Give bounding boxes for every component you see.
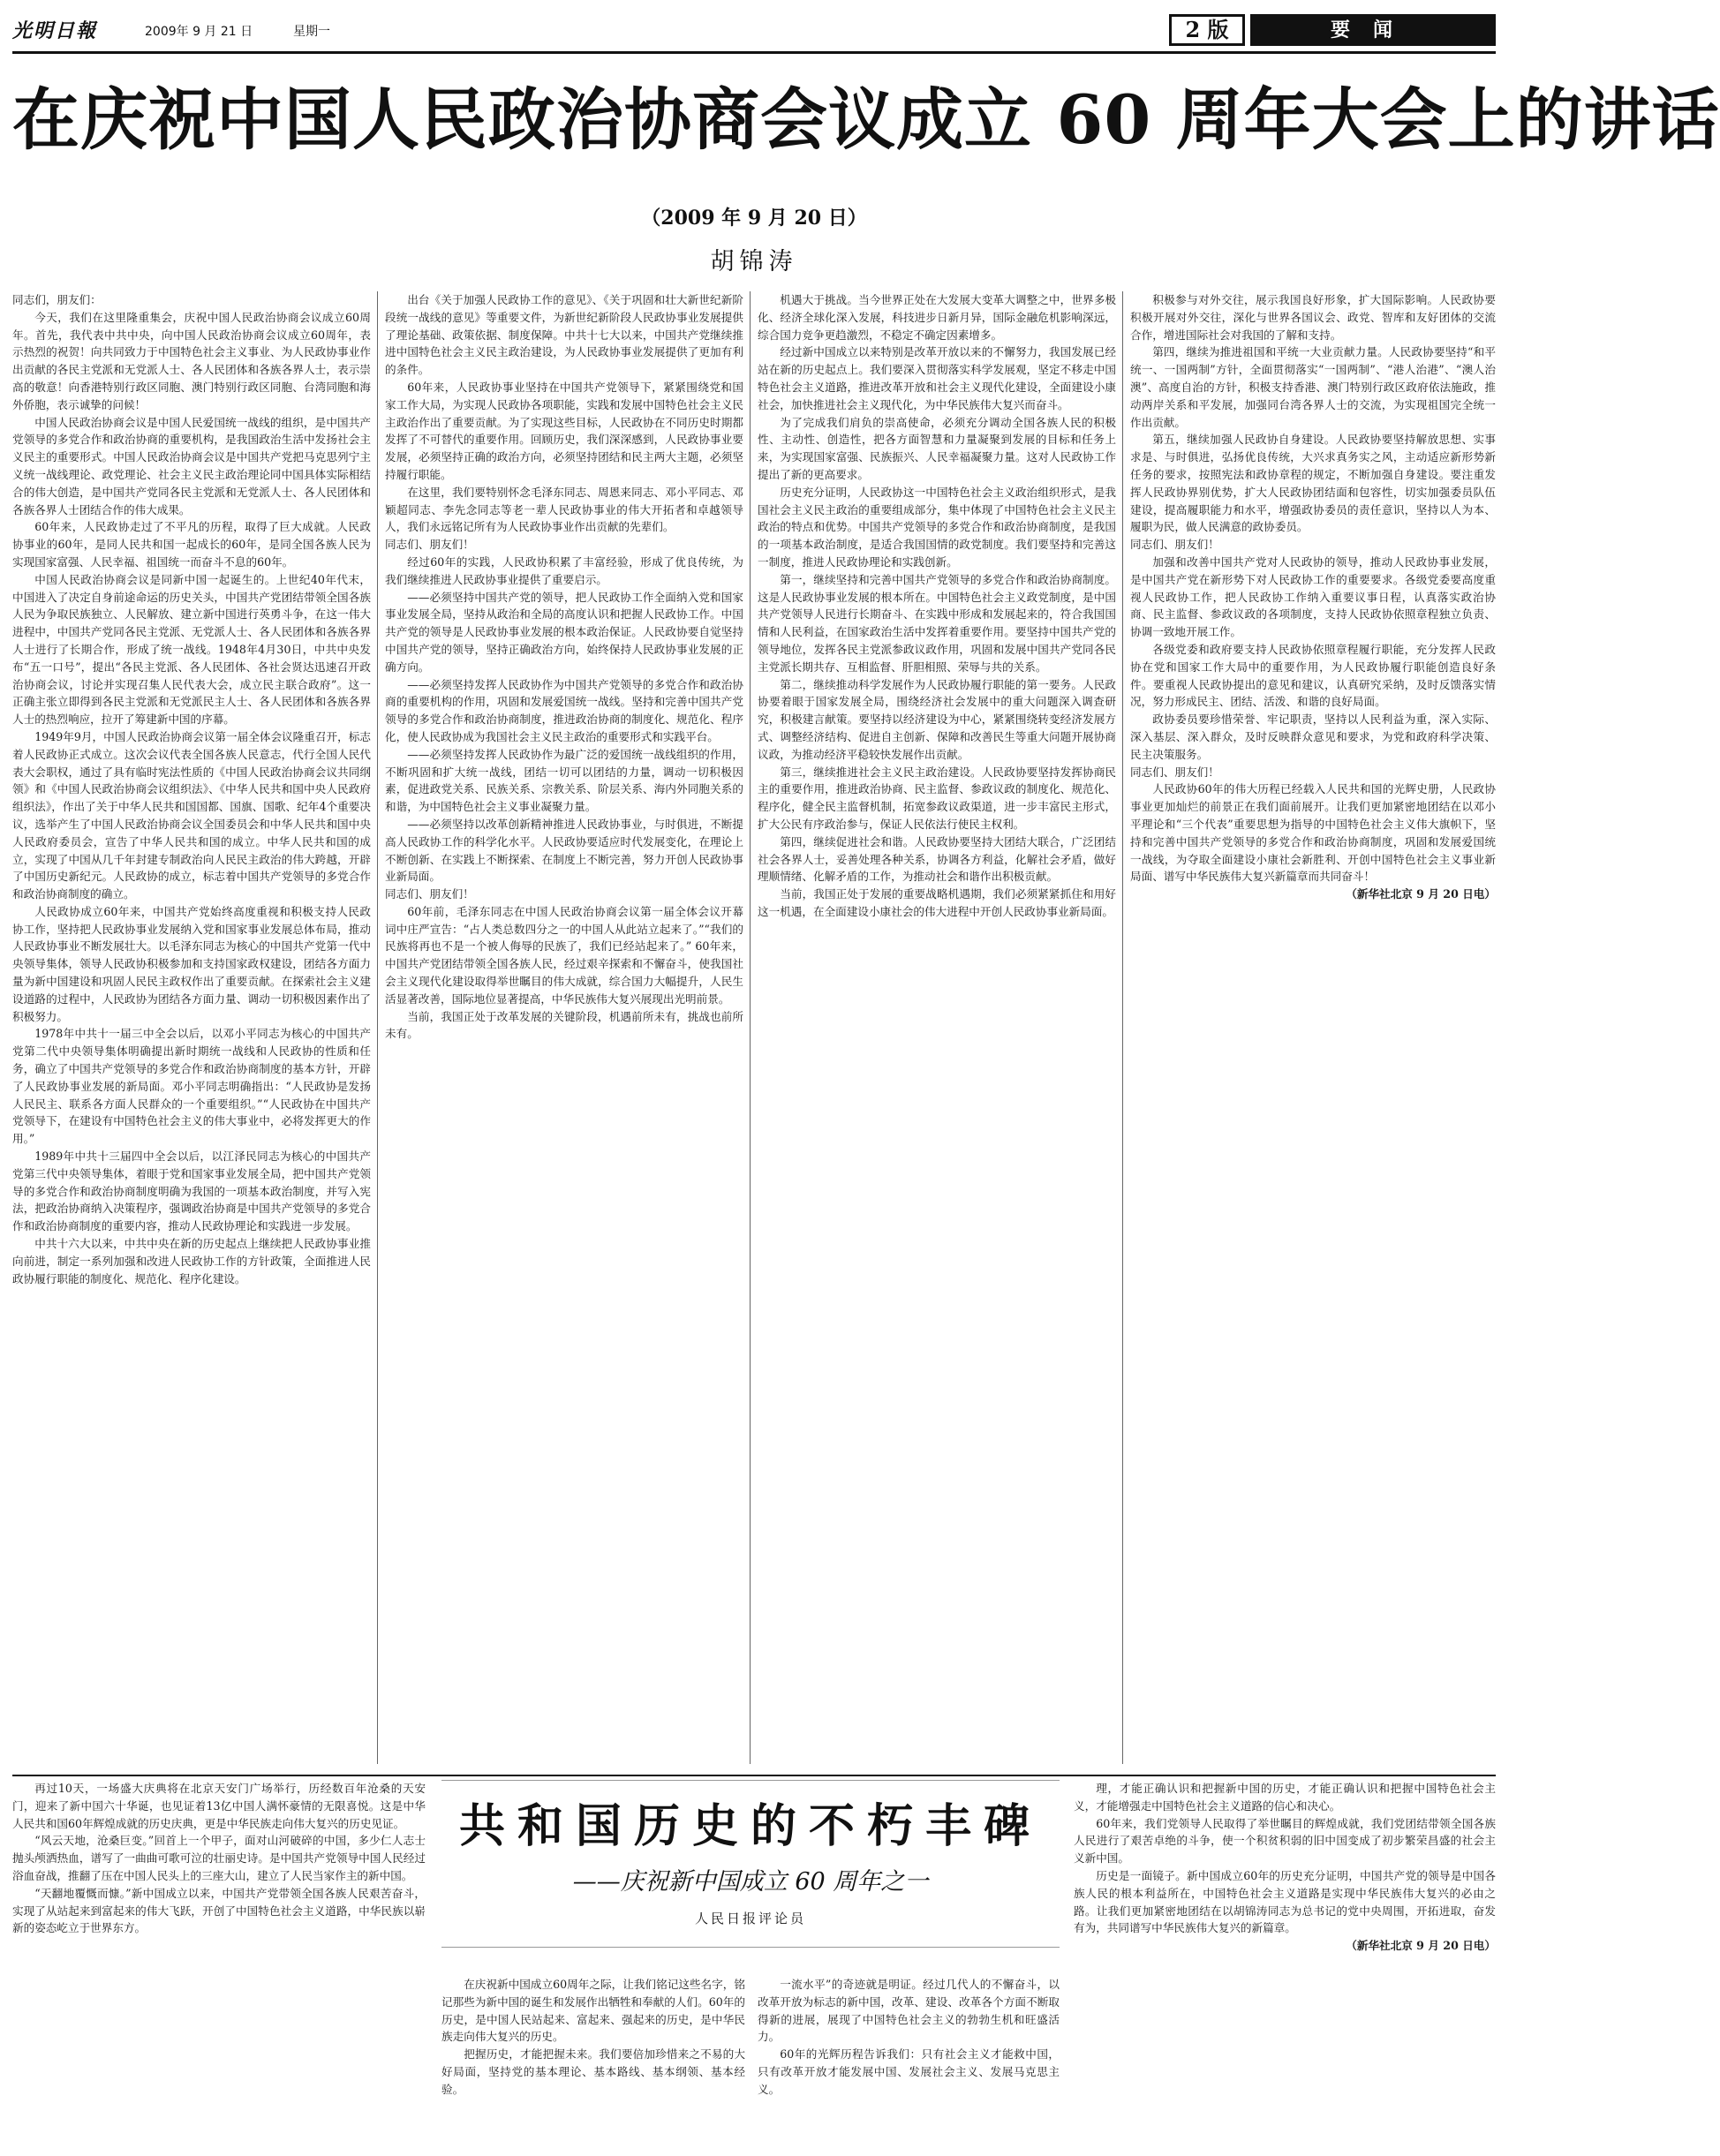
paragraph: “风云天地，沧桑巨变。”回首上一个甲子，面对山河破碎的中国，多少仁人志士抛头颅洒热血，谱写了一曲曲可歌可泣的壮丽史诗。是中国共产党领导中国人民经过浴血奋战，推翻了压在中国人民头上的三座大山，建立了人民当家作主的新中国。 (12, 1834, 426, 1882)
editorial-subheadline: ——庆祝新中国成立 60 周年之一 (572, 1868, 929, 1896)
masthead (12, 11, 1496, 53)
paragraph: 再过10天，一场盛大庆典将在北京天安门广场举行，历经数百年沧桑的天安门，迎来了新中国六十华诞，也见证着13亿中国人满怀豪情的无限喜悦。这是中华人民共和国60年辉煌成就的历史庆典，更是中华民族走向伟大复兴的历史见证。 (12, 1782, 426, 1830)
masthead-rule (12, 51, 1496, 54)
newspaper-logo: 光明日報 (12, 19, 98, 42)
main-headline: 在庆祝中国人民政治协商会议成立 60 周年大会上的讲话 (12, 80, 1720, 159)
editorial-article (12, 1780, 1496, 2145)
paragraph: （新华社北京 9 月 20 日电） (1346, 1939, 1496, 1953)
paragraph: ——必须坚持中国共产党的领导，把人民政协工作全面纳入党和国家事业发展全局，坚持从政治和全局的高度认识和把握人民政协工作。中国共产党的领导是人民政协事业发展的根本政治保证。人民政协要自觉坚持中国共产党的领导，坚持正确政治方向，始终保持人民政协事业发展的正确方向。 (385, 590, 743, 674)
paragraph: 同志们，朋友们： (12, 293, 102, 306)
paragraph: 人民政协成立60年来，中国共产党始终高度重视和积极支持人民政协工作，坚持把人民政协事业发展纳入党和国家事业发展总体布局，推动人民政协事业不断发展壮大。以毛泽东同志为核心的中国共产党第一代中央领导集体，领导人民政协积极参加和支持国家政权建设，团结各方面力量为新中国建设和巩固人民民主政权作出了重要贡献。在探索社会主义建设道路的过程中，人民政协为团结各方面力量、调动一切积极因素作出了积极努力。 (12, 904, 371, 1023)
paragraph: 当前，我国正处于发展的重要战略机遇期，我们必须紧紧抓住和用好这一机遇，在全面建设小康社会的伟大进程中开创人民政协事业新局面。 (758, 887, 1116, 918)
paragraph: 第四，继续促进社会和谐。人民政协要坚持大团结大联合，广泛团结社会各界人士，妥善处理各种关系，协调各方利益，化解社会矛盾，做好理顺情绪、化解矛盾的工作，为推动社会和谐作出积极贡献。 (758, 834, 1116, 884)
paragraph: 在庆祝新中国成立60周年之际，让我们铭记这些名字，铭记那些为新中国的诞生和发展作出牺牲和奉献的人们。60年的历史，是中国人民站起来、富起来、强起来的历史，是中华民族走向伟大复兴的历史。 (441, 1978, 745, 2044)
editorial-column-mid-right (758, 1976, 1060, 2145)
paragraph: 一流水平”的奇迹就是明证。经过几代人的不懈奋斗，以改革开放为标志的新中国，改革、建设、改革各个方面不断取得新的进展，展现了中国特色社会主义的勃勃生机和旺盛活力。 (758, 1978, 1060, 2044)
paragraph: 同志们、朋友们！ (1130, 765, 1219, 779)
paragraph: （新华社北京 9 月 20 日电） (1346, 887, 1496, 901)
speech-date: （2009 年 9 月 20 日） (641, 207, 867, 230)
newspaper-page (12, 11, 1720, 2145)
paragraph: 今天，我们在这里隆重集会，庆祝中国人民政治协商会议成立60周年。首先，我代表中共中央，向中国人民政治协商会议成立60周年，表示热烈的祝贺！向共同致力于中国特色社会主义事业、为人民政协事业作出贡献的各民主党派和无党派人士、各人民团体和各族各界人士，表示崇高的敬意！向香港特别行政区同胞、澳门特别行政区同胞、台湾同胞和海外侨胞，表示诚挚的问候！ (12, 310, 371, 411)
paragraph: 第一，继续坚持和完善中国共产党领导的多党合作和政治协商制度。这是人民政协事业发展的根本所在。中国特色社会主义政党制度，是中国共产党领导人民进行长期奋斗、在实践中形成和发展起来的，符合我国国情和人民利益，在国家政治生活中发挥着重要作用。要坚持中国共产党的领导地位，发挥各民主党派参政议政作用，巩固和发展中国共产党同各民主党派长期共存、互相监督、肝胆相照、荣辱与共的关系。 (758, 572, 1116, 674)
paragraph: 60年来，我们党领导人民取得了举世瞩目的辉煌成就，我们党团结带领全国各族人民进行了艰苦卓绝的斗争，使一个积贫积弱的旧中国变成了初步繁荣昌盛的社会主义新中国。 (1074, 1816, 1496, 1866)
issue-weekday: 星期一 (293, 25, 330, 39)
paragraph: ——必须坚持以改革创新精神推进人民政协事业，与时俱进，不断提高人民政协工作的科学化水平。人民政协要适应时代发展变化，在理论上不断创新、在实践上不断探索、在制度上不断完善，努力开创人民政协事业新局面。 (385, 817, 743, 884)
paragraph: ——必须坚持发挥人民政协作为中国共产党领导的多党合作和政治协商的重要机构的作用，巩固和发展爱国统一战线。坚持和完善中国共产党领导的多党合作和政治协商制度，推进政治协商的制度化、规范化、程序化，使人民政协成为我国社会主义民主政治的重要形式和实践平台。 (385, 677, 743, 743)
paragraph: 60年的光辉历程告诉我们：只有社会主义才能救中国，只有改革开放才能发展中国、发展社会主义、发展马克思主义。 (758, 2047, 1060, 2096)
article-column-4 (1130, 291, 1496, 1764)
column-divider (750, 291, 751, 1764)
paragraph: 历史充分证明，人民政协这一中国特色社会主义政治组织形式，是我国社会主义民主政治的重要组成部分，集中体现了中国特色社会主义民主政治的特点和优势。中国共产党领导的多党合作和政治协商制度，是我国的一项基本政治制度，是适合我国国情的政党制度。我们要坚持和完善这一制度，推进人民政协理论和实践创新。 (758, 485, 1116, 569)
issue-date: 2009年 9 月 21 日 (145, 25, 253, 39)
paragraph: 加强和改善中国共产党对人民政协的领导，推动人民政协事业发展，是中国共产党在新形势下对人民政协工作的重要要求。各级党委要高度重视人民政协工作，把人民政协工作纳入重要议事日程，认真落实政治协商、民主监督、参政议政的各项制度，支持人民政协依照章程独立负责、协调一致地开展工作。 (1130, 554, 1496, 639)
paragraph: 出台《关于加强人民政协工作的意见》、《关于巩固和壮大新世纪新阶段统一战线的意见》等重要文件，为新世纪新阶段人民政协事业发展提供了理论基础、政策依据、制度保障。中共十七大以来，中国共产党继续推进中国特色社会主义民主政治建设，为人民政协事业发展提供了更加有利的条件。 (385, 293, 743, 377)
paragraph: 1978年中共十一届三中全会以后，以邓小平同志为核心的中国共产党第二代中央领导集体明确提出新时期统一战线和人民政协的性质和任务，确立了中国共产党领导的多党合作和政治协商制度的基本方针，开辟了人民政协事业发展的新局面。邓小平同志明确指出：“人民政协是发扬人民民主、联系各方面人民群众的一个重要组织。”“人民政协在中国共产党领导下，在建设有中国特色社会主义的伟大事业中，必将发挥更大的作用。” (12, 1027, 371, 1146)
author-name: 胡锦涛 (710, 248, 798, 275)
paragraph: 把握历史，才能把握未来。我们要倍加珍惜来之不易的大好局面，坚持党的基本理论、基本路线、基本纲领、基本经验。 (441, 2047, 745, 2096)
paragraph: 1949年9月，中国人民政治协商会议第一届全体会议隆重召开，标志着人民政协正式成立。这次会议代表全国各族人民意志，代行全国人民代表大会职权，通过了具有临时宪法性质的《中国人民政治协商会议共同纲领》和《中国人民政治协商会议组织法》、《中华人民共和国中央人民政府组织法》，作出了关于中华人民共和国国都、国旗、国歌、纪年4个重要决议，选举产生了中国人民政治协商会议全国委员会和中华人民共和国中央人民政府委员会，宣告了中华人民共和国的成立。中华人民共和国的成立，实现了中国从几千年封建专制政治向人民民主政治的伟大跨越，开辟了中国历史新纪元。人民政协的成立，标志着中国共产党领导的多党合作和政治协商制度的确立。 (12, 729, 371, 901)
paragraph: 中共十六大以来，中共中央在新的历史起点上继续把人民政协事业推向前进，制定一系列加强和改进人民政协工作的方针政策，全面推进人民政协履行职能的制度化、规范化、程序化建设。 (12, 1237, 371, 1285)
paragraph: 60年前，毛泽东同志在中国人民政治协商会议第一届全体会议开幕词中庄严宣告：“占人类总数四分之一的中国人从此站立起来了。”“我们的民族将再也不是一个被人侮辱的民族了，我们已经站起来了。” 60年来，中国共产党团结带领全国各族人民，经过艰辛探索和不懈奋斗，使我国社会主义现代化建设取得举世瞩目的伟大成就，综合国力大幅提升，人民生活显著改善，国际地位显著提高，中华民族伟大复兴展现出光明前景。 (385, 904, 743, 1006)
paragraph: 历史是一面镜子。新中国成立60年的历史充分证明，中国共产党的领导是中国各族人民的根本利益所在，中国特色社会主义道路是实现中华民族伟大复兴的必由之路。让我们更加紧密地团结在以胡锦涛同志为总书记的党中央周围，开拓进取，奋发有为，共同谱写中华民族伟大复兴的新篇章。 (1074, 1868, 1496, 1935)
article-column-1 (12, 291, 371, 1764)
paragraph: 第五，继续加强人民政协自身建设。人民政协要坚持解放思想、实事求是、与时俱进，弘扬优良传统，大兴求真务实之风，主动适应新形势新任务的要求，按照宪法和政协章程的规定，不断加强自身建设。要注重发挥人民政协界别优势，扩大人民政协团结面和包容性，切实加强委员队伍建设，提高履职能力和水平，增强政协委员的责任意识，坚持以人为本、履职为民，做人民满意的政协委员。 (1130, 433, 1496, 534)
paragraph: 同志们、朋友们！ (1130, 538, 1219, 552)
paragraph: 经过新中国成立以来特别是改革开放以来的不懈努力，我国发展已经站在新的历史起点上。我们要深入贯彻落实科学发展观，坚定不移走中国特色社会主义道路，推进改革开放和社会主义现代化建设，全面建设小康社会，加快推进社会主义现代化，为中华民族伟大复兴而奋斗。 (758, 345, 1116, 411)
page-number: 2 版 (1169, 14, 1245, 46)
paragraph: 同志们、朋友们！ (385, 538, 474, 552)
article-column-2 (385, 291, 743, 1764)
paragraph: 为了完成我们肩负的崇高使命，必须充分调动全国各族人民的积极性、主动性、创造性，把各方面智慧和力量凝聚到发展的目标和任务上来，为实现国家富强、民族振兴、人民幸福凝聚力量。这对人民政协工作提出了新的更高要求。 (758, 415, 1116, 481)
paragraph: 第二，继续推动科学发展作为人民政协履行职能的第一要务。人民政协要着眼于国家发展全局，围绕经济社会发展中的重大问题深入调查研究，积极建言献策。要坚持以经济建设为中心，紧紧围绕转变经济发展方式、调整经济结构、促进自主创新、保障和改善民生等重大问题开展协商议政，为推动经济平稳较快发展作出贡献。 (758, 677, 1116, 761)
editorial-column-mid-left (441, 1976, 745, 2145)
column-divider (377, 291, 378, 1764)
speech-article (12, 291, 1496, 1764)
paragraph: 在这里，我们要特别怀念毛泽东同志、周恩来同志、邓小平同志、邓颖超同志、李先念同志等老一辈人民政协事业的伟大开拓者和卓越领导人，我们永远铭记所有为人民政协事业作出贡献的先辈们。 (385, 485, 743, 534)
editorial-column-right (1074, 1780, 1496, 2145)
paragraph: 第三，继续推进社会主义民主政治建设。人民政协要坚持发挥协商民主的重要作用，推进政治协商、民主监督、参政议政的制度化、规范化、程序化，健全民主监督机制，拓宽参政议政渠道，进一步丰富民主形式，扩大公民有序政治参与，保证人民依法行使民主权利。 (758, 765, 1116, 831)
section-divider (12, 1775, 1496, 1776)
column-divider (1122, 291, 1123, 1764)
paragraph: ——必须坚持发挥人民政协作为最广泛的爱国统一战线组织的作用，不断巩固和扩大统一战线，团结一切可以团结的力量，调动一切积极因素，促进政党关系、民族关系、宗教关系、阶层关系、海内外同胞关系的和谐，为中国特色社会主义事业凝聚力量。 (385, 747, 743, 814)
editorial-headline: 共和国历史的不朽丰碑 (441, 1796, 1060, 1858)
paragraph: 第四，继续为推进祖国和平统一大业贡献力量。人民政协要坚持“和平统一、一国两制”方针，全面贯彻落实“一国两制”、“港人治港”、“澳人治澳”、高度自治的方针，积极支持香港、澳门特别行政区政府依法施政，推动两岸关系和平发展，加强同台湾各界人士的交流，为实现祖国完全统一作出贡献。 (1130, 345, 1496, 429)
paragraph: 各级党委和政府要支持人民政协依照章程履行职能，充分发挥人民政协在党和国家工作大局中的重要作用，为人民政协履行职能创造良好条件。要重视人民政协提出的意见和建议，认真研究采纳，及时反馈落实情况，努力形成民主、团结、活泼、和谐的良好局面。 (1130, 642, 1496, 709)
paragraph: 理，才能正确认识和把握新中国的历史，才能正确认识和把握中国特色社会主义，才能增强走中国特色社会主义道路的信心和决心。 (1074, 1782, 1496, 1813)
paragraph: 中国人民政治协商会议是中国人民爱国统一战线的组织，是中国共产党领导的多党合作和政治协商的重要机构，是我国政治生活中发扬社会主义民主的重要形式。中国人民政治协商会议是中国共产党把马克思列宁主义统一战线理论、政党理论、社会主义民主政治理论同中国具体实际相结合的伟大创造，是中国共产党同各民主党派和无党派人士、各人民团体和各族各界人士团结合作的伟大成果。 (12, 415, 371, 516)
paragraph: 1989年中共十三届四中全会以后，以江泽民同志为核心的中国共产党第三代中央领导集体，着眼于党和国家事业发展全局，把中国共产党领导的多党合作和政治协商制度明确为我国的一项基本政治制度，并写入宪法，把政治协商纳入决策程序，强调政治协商是中国共产党领导的多党合作和政治协商制度的重要内容，推动人民政协理论和实践进一步发展。 (12, 1150, 371, 1233)
paragraph: 60年来，人民政协事业坚持在中国共产党领导下，紧紧围绕党和国家工作大局，为实现人民政协各项职能，实践和发展中国特色社会主义民主政治作出了重要贡献。为了实现这些目标，人民政协在不同历史时期都发挥了不可替代的重要作用。回顾历史，我们深深感到，人民政协事业要发展，必须坚持正确的政治方向，必须坚持团结和民主两大主题，必须坚持履行职能。 (385, 380, 743, 481)
section-label: 要闻 (1250, 14, 1496, 46)
paragraph: 中国人民政治协商会议是同新中国一起诞生的。上世纪40年代末，中国进入了决定自身前途命运的历史关头，中国共产党团结带领全国各族人民为争取民族独立、人民解放、建立新中国进行英勇斗争，在这一伟大进程中，中国共产党同各民主党派、无党派人士、各人民团体和各族各界人士进行了长期合作，形成了统一战线。1948年4月30日，中共中央发布“五一口号”，提出“各民主党派、各人民团体、各社会贤达迅速召开政治协商会议，讨论并实现召集人民代表大会，成立民主联合政府”。这一正确主张立即得到各民主党派和无党派民主人士、各人民团体和各族各界人士的热烈响应，拉开了筹建新中国的序幕。 (12, 572, 371, 727)
paragraph: “天翻地覆慨而慷。”新中国成立以来，中国共产党带领全国各族人民艰苦奋斗，实现了从站起来到富起来的伟大飞跃，开创了中国特色社会主义道路，中华民族以崭新的姿态屹立于世界东方。 (12, 1886, 426, 1935)
article-column-3 (758, 291, 1116, 1764)
editorial-byline: 人民日报评论员 (694, 1911, 806, 1926)
paragraph: 人民政协60年的伟大历程已经载入人民共和国的光辉史册，人民政协事业更加灿烂的前景正在我们面前展开。让我们更加紧密地团结在以邓小平理论和“三个代表”重要思想为指导的中国特色社会主义伟大旗帜下，坚持和完善中国共产党领导的多党合作和政治协商制度，巩固和发展爱国统一战线，为夺取全面建设小康社会新胜利、开创中国特色社会主义事业新局面、谱写中华民族伟大复兴新篇章而共同奋斗！ (1130, 782, 1496, 884)
paragraph: 当前，我国正处于改革发展的关键阶段，机遇前所未有，挑战也前所未有。 (385, 1009, 743, 1041)
paragraph: 积极参与对外交往，展示我国良好形象，扩大国际影响。人民政协要积极开展对外交往，深化与世界各国议会、政党、智库和友好团体的交流合作，增进国际社会对我国的了解和支持。 (1130, 293, 1496, 342)
paragraph: 机遇大于挑战。当今世界正处在大发展大变革大调整之中，世界多极化、经济全球化深入发展，科技进步日新月异，国际金融危机影响深远，综合国力竞争更趋激烈，不稳定不确定因素增多。 (758, 293, 1116, 342)
paragraph: 政协委员要珍惜荣誉、牢记职责，坚持以人民利益为重，深入实际、深入基层、深入群众，及时反映群众意见和要求，为党和政府科学决策、民主决策服务。 (1130, 712, 1496, 761)
paragraph: 同志们、朋友们！ (385, 887, 474, 901)
editorial-column-left (12, 1780, 426, 2145)
paragraph: 经过60年的实践，人民政协积累了丰富经验，形成了优良传统，为我们继续推进人民政协事业提供了重要启示。 (385, 554, 743, 586)
paragraph: 60年来，人民政协走过了不平凡的历程，取得了巨大成就。人民政协事业的60年，是同人民共和国一起成长的60年，是同全国各族人民为实现国家富强、人民幸福、祖国统一而奋斗不息的60年。 (12, 520, 371, 569)
